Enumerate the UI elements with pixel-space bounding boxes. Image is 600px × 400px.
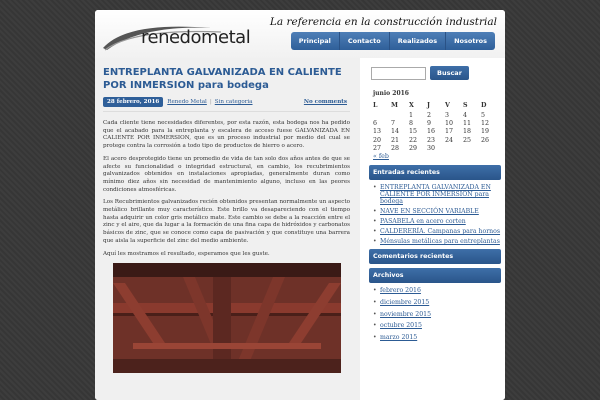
nav-nosotros[interactable]: Nosotros: [454, 37, 487, 45]
main-nav: [291, 32, 495, 50]
steel-structure-photo-icon: [113, 263, 341, 373]
calendar-day: 1: [409, 111, 414, 119]
site-header: [95, 10, 505, 58]
archive-link[interactable]: diciembre 2015: [380, 299, 430, 307]
calendar-day: 20: [373, 136, 382, 144]
search-input[interactable]: [371, 67, 426, 80]
calendar-day: 16: [427, 128, 436, 136]
post-paragraph: Los Recubrimientos galvanizados recién obtenidos presentan normalmente un aspecto metálico brillante muy característico. Este brillo va desapareciendo con el tiempo hasta adquirir un color gris metálico mate. Este cambio se debe a la reacción entre el zinc y el aire, que da lugar a la formación de una fina capa de hidróxidos y carbonatos básicos de zinc, que se conoce como capa de pasivación y que constituye una barrera que aisla la superficie del zinc del medio ambiente.: [103, 199, 350, 244]
calendar-week: [371, 128, 497, 136]
calendar-day: 22: [409, 136, 418, 144]
recent-posts-widget: [369, 165, 501, 245]
calendar-day-header: S: [463, 102, 468, 109]
recent-posts-list: [369, 184, 501, 245]
list-item: [373, 184, 501, 205]
calendar-week: [371, 144, 497, 152]
calendar-day: 24: [445, 136, 454, 144]
calendar-day-header: L: [373, 102, 378, 109]
calendar-day: [443, 144, 461, 152]
recent-posts-title: Entradas recientes: [369, 165, 501, 180]
list-item: [373, 208, 501, 215]
nav-realizados[interactable]: Realizados: [390, 32, 446, 50]
calendar-day: 25: [463, 136, 472, 144]
calendar-day: 26: [481, 136, 490, 144]
list-item: [373, 299, 501, 306]
search-form: [371, 66, 501, 80]
calendar-day: 8: [409, 119, 414, 127]
post-title-bold[interactable]: ENTREPLANTA GALVANIZADA EN CALIENTE POR INMERSION: [103, 67, 342, 91]
post-photo: [113, 263, 341, 373]
archive-link[interactable]: noviembre 2015: [380, 310, 432, 318]
site-tagline: La referencia en la construcción industrial: [269, 16, 497, 28]
post-title-rest[interactable]: para bodega: [194, 80, 269, 91]
calendar-day: 3: [445, 111, 450, 119]
calendar-day: [389, 111, 407, 119]
calendar-day: 27: [373, 144, 382, 152]
calendar-day: 13: [373, 128, 382, 136]
calendar-day: [371, 111, 389, 119]
calendar-day: 5: [481, 111, 486, 119]
calendar-day: 15: [409, 128, 418, 136]
nav-contacto[interactable]: Contacto: [340, 32, 390, 50]
recent-comments-title: Comentarios recientes: [369, 249, 501, 264]
calendar-widget: [371, 90, 501, 160]
calendar-day: 18: [463, 128, 472, 136]
recent-post-link[interactable]: CALDERERÍA. Campanas para hornos: [380, 228, 501, 236]
calendar-day: 9: [427, 119, 432, 127]
page-wrapper: [95, 10, 505, 400]
archive-link[interactable]: marzo 2015: [380, 333, 418, 341]
calendar-day: 19: [481, 128, 490, 136]
calendar-day: 23: [427, 136, 436, 144]
calendar-day: 10: [445, 119, 454, 127]
calendar-day-header: M: [391, 102, 398, 109]
post-date: 28 febrero, 2016: [103, 97, 163, 107]
calendar-day: 14: [391, 128, 400, 136]
sidebar: [365, 58, 505, 400]
calendar-table: [371, 100, 497, 152]
recent-post-link[interactable]: NAVE EN SECCIÓN VARIABLE: [380, 208, 479, 216]
calendar-day: 11: [463, 119, 472, 127]
post-category-link[interactable]: Sin categoria: [214, 99, 253, 105]
post-meta: [103, 97, 350, 112]
post-paragraph: Aquí les mostramos el resultado, esperamos que les guste.: [103, 250, 270, 257]
calendar-day: 17: [445, 128, 454, 136]
archives-widget: [369, 268, 501, 340]
recent-post-link[interactable]: ENTREPLANTA GALVANIZADA EN CALIENTE POR INMERSION para bodega: [380, 184, 491, 206]
archives-title: Archivos: [369, 268, 501, 283]
calendar-day: [461, 144, 479, 152]
calendar-day: [479, 144, 497, 152]
calendar-week: [371, 136, 497, 144]
logo-text: renedometal: [141, 27, 251, 48]
list-item: [373, 287, 501, 294]
calendar-day: 29: [409, 144, 418, 152]
calendar-week: [371, 111, 497, 119]
list-item: [373, 228, 501, 235]
post-author-link[interactable]: Renedo Metal: [167, 99, 207, 105]
calendar-day: 6: [373, 119, 378, 127]
list-item: [373, 238, 501, 245]
calendar-day-header: D: [481, 102, 487, 109]
post-comments-link[interactable]: No comments: [303, 99, 347, 105]
archive-link[interactable]: febrero 2016: [380, 287, 421, 295]
recent-post-link[interactable]: Ménsulas metálicas para entreplantas: [380, 238, 500, 246]
calendar-days-row: [371, 100, 497, 111]
meta-separator: |: [209, 99, 212, 105]
calendar-caption: junio 2016: [373, 90, 409, 97]
list-item: [373, 322, 501, 329]
post-paragraph: El acero desprotegido tiene un promedio de vida de tan solo dos años antes de que se afecte su funcionalidad o integridad estructural, en cambio, los recubrimientos galvanizados obtenidos en instalaciones apropiadas, generalmente duran como mínimo diez años sin necesidad de mantenimiento alguno, incluso en las peores condiciones atmosféricas.: [103, 155, 350, 193]
recent-comments-widget: [369, 249, 501, 264]
post-content: [95, 58, 360, 400]
search-button[interactable]: Buscar: [430, 66, 469, 80]
calendar-day: 12: [481, 119, 490, 127]
calendar-day: 4: [463, 111, 468, 119]
post-paragraph: Cada cliente tiene necesidades diferentes, por esta razón, esta bodega nos ha pedido que el acabado para la entreplanta y escalera de acceso fuese GALVANIZADA EN CALIENTE POR INMERSION, que es un proceso industrial por medio del cual se protege contra la corrosión a todo tipo de productos de hierro o acero.: [103, 120, 350, 150]
calendar-day: 21: [391, 136, 400, 144]
list-item: [373, 218, 501, 225]
archive-link[interactable]: octubre 2015: [380, 322, 422, 330]
calendar-day-header: X: [409, 102, 414, 109]
nav-principal[interactable]: Principal: [291, 32, 340, 50]
calendar-week: [371, 119, 497, 127]
archives-list: [369, 287, 501, 340]
calendar-day: 30: [427, 144, 436, 152]
site-logo[interactable]: [101, 22, 261, 52]
calendar-day: 7: [391, 119, 396, 127]
list-item: [373, 334, 501, 341]
calendar-prev-link[interactable]: « feb: [373, 153, 389, 161]
list-item: [373, 311, 501, 318]
recent-post-link[interactable]: PASABELA en acero corten: [380, 218, 466, 226]
calendar-day: 2: [427, 111, 432, 119]
calendar-day: 28: [391, 144, 400, 152]
post-title[interactable]: [103, 66, 350, 92]
calendar-day-header: V: [445, 102, 450, 109]
calendar-day-header: J: [427, 102, 430, 109]
